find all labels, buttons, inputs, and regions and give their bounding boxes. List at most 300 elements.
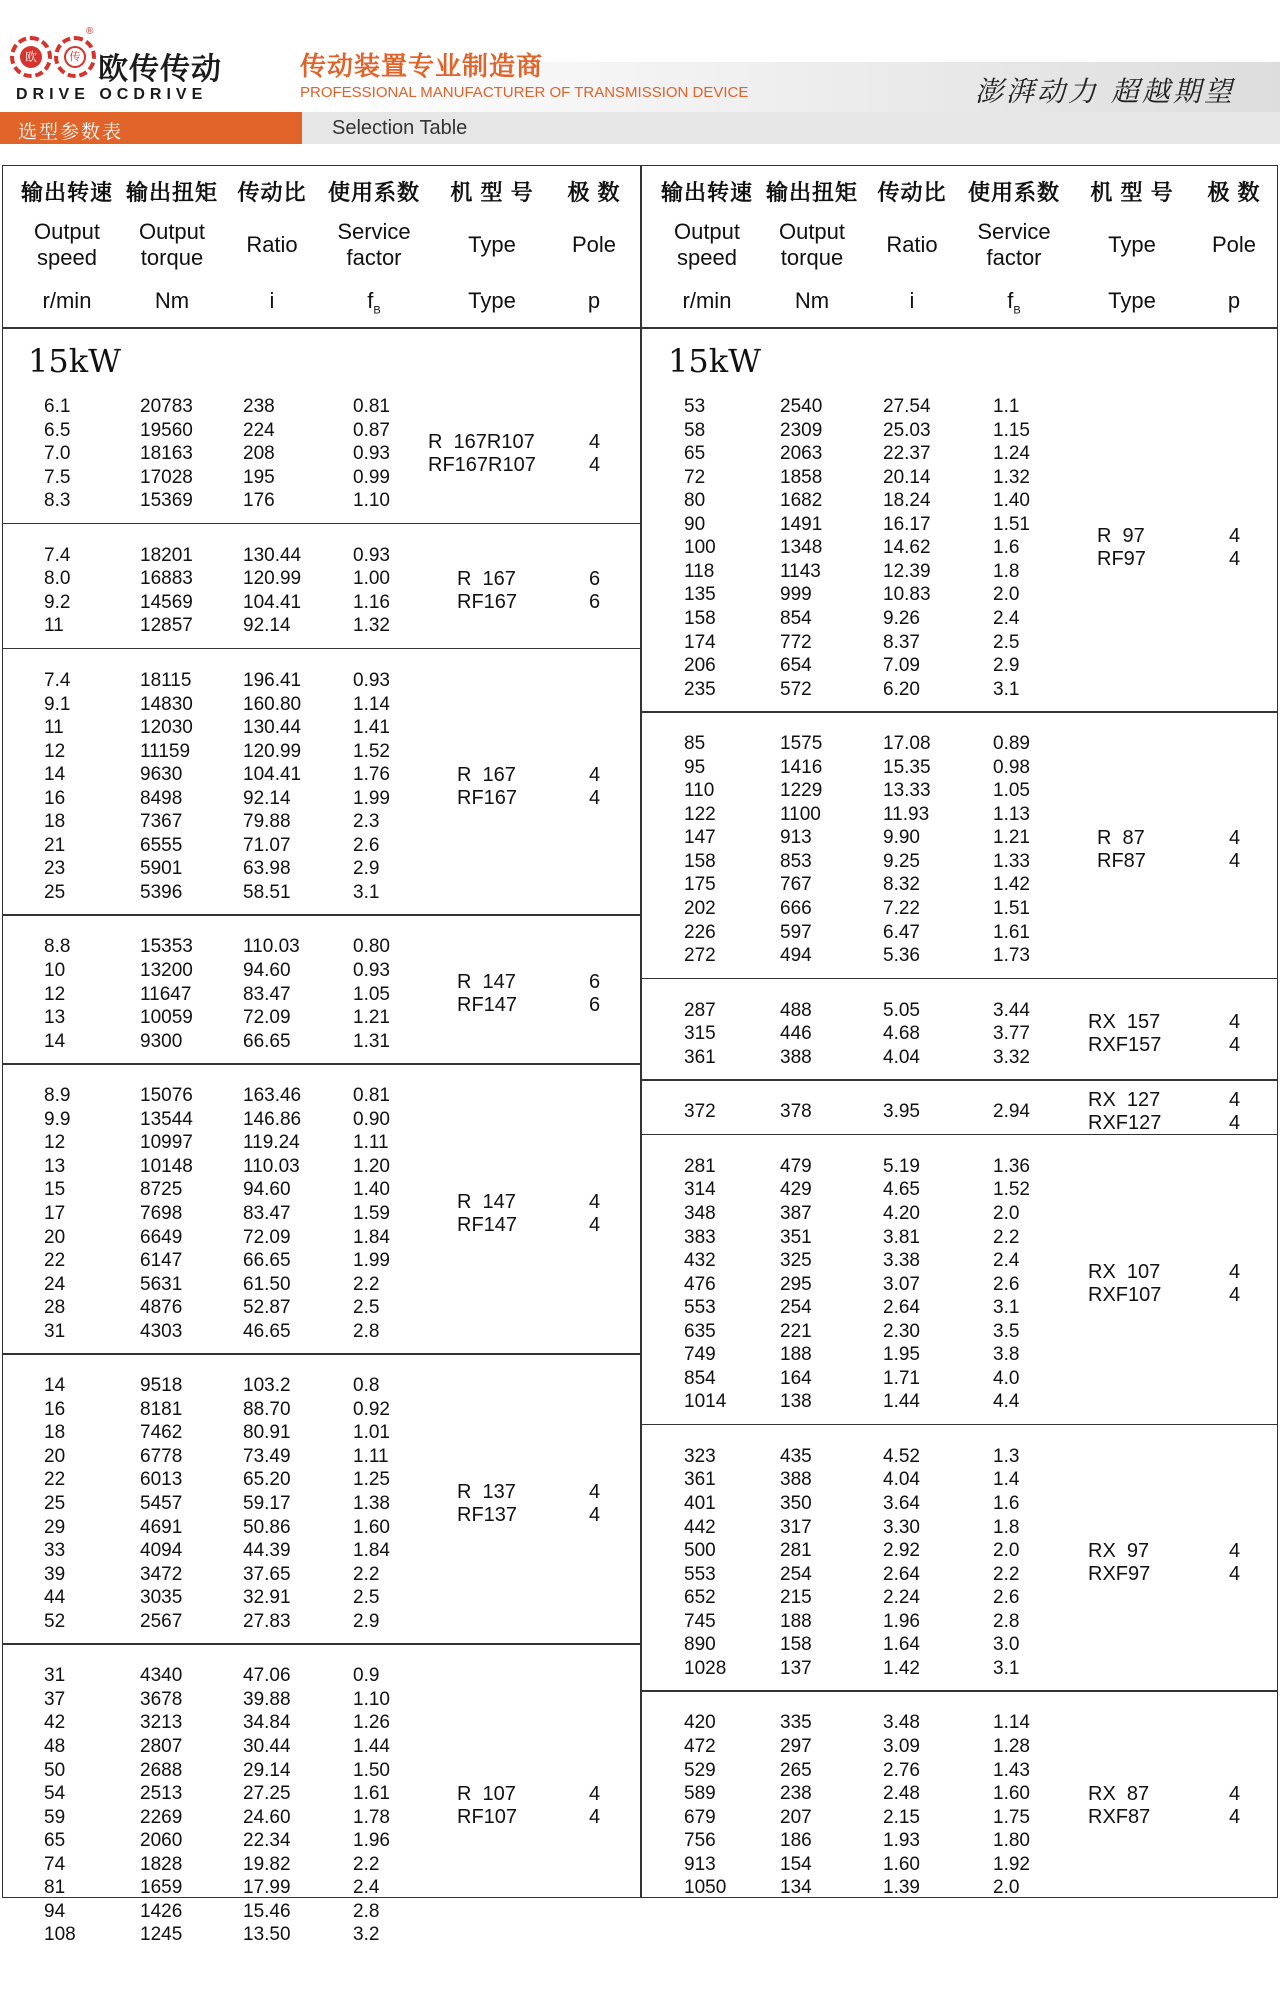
- cell-service-factor: 3.1: [993, 1657, 1020, 1679]
- cell-pole: 4 4: [1229, 525, 1241, 571]
- column-header-cn: 极 数: [1207, 180, 1261, 205]
- cell-ratio: 34.84: [243, 1712, 291, 1734]
- cell-torque: 13544: [140, 1108, 193, 1130]
- cell-speed: 1014: [684, 1391, 727, 1413]
- cell-ratio: 1.96: [883, 1610, 920, 1632]
- cell-torque: 10148: [140, 1155, 193, 1177]
- cell-torque: 853: [780, 850, 812, 872]
- cell-speed: 22: [44, 1469, 66, 1491]
- column-header-cn: 输出扭矩: [125, 180, 218, 205]
- cell-torque: 999: [780, 584, 812, 606]
- column-unit: Type: [468, 288, 516, 313]
- cell-speed: 59: [44, 1806, 66, 1828]
- cell-speed: 95: [684, 756, 706, 778]
- cell-torque: 1659: [140, 1877, 183, 1899]
- column-header-cn: 使用系数: [327, 180, 420, 205]
- cell-speed: 202: [684, 898, 716, 919]
- cell-torque: 1143: [780, 560, 821, 582]
- cell-torque: 15076: [140, 1085, 193, 1107]
- column-header-cn: 输出转速: [660, 180, 753, 205]
- cell-ratio: 1.95: [883, 1344, 920, 1366]
- cell-service-factor: 0.99: [353, 466, 390, 488]
- cell-torque: 9518: [140, 1375, 183, 1397]
- cell-service-factor: 2.8: [993, 1610, 1020, 1632]
- column-header-en: Output torque: [778, 219, 846, 270]
- column-header-en: Type: [1108, 232, 1156, 257]
- cell-torque: 15353: [140, 936, 193, 958]
- cell-service-factor: 1.36: [993, 1155, 1030, 1177]
- cell-torque: 1426: [140, 1900, 183, 1922]
- cell-service-factor: 0.81: [353, 396, 390, 417]
- cell-speed: 31: [44, 1665, 66, 1687]
- column-unit: $f_B$: [1007, 288, 1021, 317]
- cell-speed: 8.9: [44, 1085, 71, 1107]
- cell-type: RX 127 RXF127: [1088, 1089, 1162, 1135]
- cell-service-factor: 1.73: [993, 945, 1030, 967]
- cell-ratio: 146.86: [243, 1108, 302, 1130]
- column-header-en: Output torque: [138, 219, 206, 270]
- cell-torque: 446: [780, 1023, 812, 1045]
- cell-speed: 25: [44, 1493, 66, 1514]
- cell-torque: 1491: [780, 513, 823, 535]
- cell-service-factor: 1.44: [353, 1735, 390, 1757]
- column-unit: i: [269, 288, 275, 313]
- cell-speed: 48: [44, 1735, 66, 1757]
- cell-torque: 479: [780, 1155, 812, 1177]
- section-bar-cn: [0, 112, 302, 144]
- cell-ratio: 4.52: [883, 1445, 920, 1467]
- cell-torque: 2513: [140, 1783, 183, 1805]
- cell-torque: 597: [780, 921, 812, 943]
- cell-speed: 12: [44, 740, 66, 762]
- gear-icon: [54, 36, 96, 78]
- cell-service-factor: 2.0: [993, 1202, 1020, 1224]
- column-header-cn: 机 型 号: [1090, 180, 1174, 205]
- cell-ratio: 4.04: [883, 1469, 920, 1491]
- cell-ratio: 2.24: [883, 1587, 920, 1609]
- cell-service-factor: 1.10: [353, 1688, 390, 1710]
- column-header-en: Service factor: [337, 219, 411, 270]
- cell-torque: 6147: [140, 1250, 183, 1272]
- cell-service-factor: 1.43: [993, 1759, 1030, 1781]
- cell-ratio: 2.64: [883, 1563, 920, 1585]
- cell-service-factor: 1.28: [993, 1735, 1030, 1757]
- cell-speed: 16: [44, 1398, 66, 1420]
- cell-ratio: 238: [243, 396, 275, 417]
- cell-service-factor: 1.21: [993, 827, 1030, 849]
- cell-torque: 2063: [780, 443, 823, 465]
- cell-ratio: 2.64: [883, 1297, 920, 1319]
- cell-service-factor: 3.1: [993, 1297, 1020, 1319]
- cell-speed: 652: [684, 1587, 716, 1609]
- column-unit: $f_B$: [367, 288, 381, 317]
- cell-service-factor: 1.60: [993, 1783, 1030, 1805]
- cell-speed: 80: [684, 490, 706, 512]
- group-separator: [641, 1134, 1278, 1136]
- cell-speed: 100: [684, 537, 716, 559]
- cell-torque: 4303: [140, 1320, 183, 1342]
- cell-torque: 1229: [780, 780, 823, 802]
- cell-ratio: 7.09: [883, 655, 920, 677]
- unit-subscript: B: [373, 304, 381, 317]
- cell-service-factor: 1.52: [993, 1179, 1030, 1201]
- group-separator: [641, 711, 1278, 713]
- cell-service-factor: 3.77: [993, 1023, 1030, 1045]
- cell-ratio: 2.76: [883, 1759, 920, 1781]
- cell-speed: 158: [684, 607, 716, 629]
- cell-speed: 7.4: [44, 544, 71, 566]
- column-unit: p: [587, 288, 601, 313]
- cell-ratio: 27.83: [243, 1610, 291, 1632]
- cell-torque: 1348: [780, 537, 823, 559]
- cell-torque: 188: [780, 1344, 812, 1366]
- cell-service-factor: 2.6: [993, 1273, 1020, 1295]
- cell-ratio: 16.17: [883, 513, 931, 535]
- cell-service-factor: 1.3: [993, 1445, 1020, 1467]
- cell-ratio: 3.48: [883, 1712, 920, 1734]
- cell-service-factor: 2.94: [993, 1101, 1030, 1123]
- cell-service-factor: 1.21: [353, 1007, 390, 1029]
- cell-ratio: 104.41: [243, 591, 302, 613]
- cell-service-factor: 1.15: [993, 419, 1030, 441]
- column-header-en: Ratio: [886, 232, 938, 257]
- column-unit: r/min: [42, 288, 92, 313]
- cell-torque: 14569: [140, 591, 193, 613]
- cell-speed: 348: [684, 1202, 716, 1224]
- cell-torque: 221: [780, 1320, 812, 1342]
- cell-ratio: 2.48: [883, 1783, 920, 1805]
- cell-ratio: 4.65: [883, 1179, 920, 1201]
- cell-ratio: 130.44: [243, 544, 302, 566]
- cell-torque: 13200: [140, 960, 193, 981]
- cell-ratio: 20.14: [883, 466, 931, 488]
- cell-service-factor: 1.78: [353, 1806, 390, 1828]
- cell-torque: 325: [780, 1250, 812, 1272]
- cell-speed: 174: [684, 631, 716, 653]
- cell-service-factor: 0.87: [353, 419, 390, 441]
- cell-ratio: 25.03: [883, 419, 931, 441]
- column-divider: [640, 165, 642, 1898]
- cell-service-factor: 3.32: [993, 1046, 1030, 1068]
- cell-speed: 65: [684, 443, 706, 465]
- cell-torque: 317: [780, 1516, 812, 1538]
- cell-torque: 12030: [140, 717, 193, 739]
- cell-type: R 167 RF167: [457, 763, 518, 809]
- cell-torque: 164: [780, 1367, 812, 1389]
- group-separator: [2, 1063, 640, 1065]
- cell-torque: 1416: [780, 756, 823, 778]
- cell-ratio: 7.22: [883, 898, 920, 919]
- cell-type: R 137 RF137: [457, 1480, 518, 1526]
- cell-ratio: 163.46: [243, 1085, 302, 1107]
- cell-speed: 14: [44, 1030, 66, 1052]
- cell-service-factor: 1.51: [993, 898, 1030, 919]
- cell-torque: 2807: [140, 1735, 183, 1757]
- column-unit: r/min: [682, 288, 732, 313]
- cell-speed: 8.0: [44, 568, 71, 590]
- cell-service-factor: 0.9: [353, 1665, 380, 1687]
- cell-torque: 207: [780, 1806, 812, 1828]
- cell-ratio: 79.88: [243, 811, 291, 833]
- cell-torque: 6778: [140, 1445, 183, 1467]
- cell-service-factor: 4.0: [993, 1367, 1020, 1389]
- cell-service-factor: 0.93: [353, 960, 390, 981]
- cell-service-factor: 1.60: [353, 1516, 390, 1538]
- cell-service-factor: 2.6: [353, 834, 380, 856]
- cell-speed: 6.5: [44, 419, 71, 441]
- cell-ratio: 1.60: [883, 1853, 920, 1875]
- cell-service-factor: 1.6: [993, 1493, 1020, 1514]
- column-header-cn: 传动比: [877, 180, 947, 205]
- cell-service-factor: 1.11: [353, 1445, 389, 1467]
- cell-ratio: 120.99: [243, 568, 302, 590]
- cell-torque: 18115: [140, 669, 192, 691]
- cell-ratio: 120.99: [243, 740, 302, 762]
- cell-service-factor: 0.89: [993, 733, 1030, 755]
- cell-ratio: 17.99: [243, 1877, 291, 1899]
- cell-service-factor: 1.26: [353, 1712, 390, 1734]
- cell-speed: 281: [684, 1155, 716, 1177]
- cell-ratio: 195: [243, 466, 275, 488]
- cell-speed: 529: [684, 1759, 716, 1781]
- cell-torque: 913: [780, 827, 812, 849]
- unit-subscript: B: [1013, 304, 1021, 317]
- group-separator: [641, 1079, 1278, 1081]
- cell-torque: 18163: [140, 443, 193, 465]
- logo-badge-1: 欧: [20, 46, 42, 68]
- cell-speed: 553: [684, 1563, 716, 1585]
- cell-torque: 1100: [780, 803, 821, 825]
- cell-torque: 2269: [140, 1806, 183, 1828]
- cell-speed: 314: [684, 1179, 716, 1201]
- cell-ratio: 66.65: [243, 1250, 291, 1272]
- cell-speed: 7.5: [44, 466, 71, 488]
- cell-type: RX 107 RXF107: [1088, 1261, 1162, 1307]
- cell-speed: 1028: [684, 1657, 727, 1679]
- cell-service-factor: 1.51: [993, 513, 1030, 535]
- cell-ratio: 15.35: [883, 756, 931, 778]
- cell-ratio: 63.98: [243, 858, 291, 880]
- cell-service-factor: 1.61: [353, 1783, 390, 1805]
- cell-service-factor: 1.20: [353, 1155, 390, 1177]
- cell-ratio: 61.50: [243, 1273, 291, 1295]
- cell-speed: 39: [44, 1563, 66, 1585]
- cell-torque: 767: [780, 874, 812, 896]
- cell-service-factor: 1.42: [993, 874, 1030, 896]
- cell-service-factor: 3.1: [993, 678, 1020, 700]
- cell-torque: 3035: [140, 1587, 183, 1609]
- cell-speed: 361: [684, 1046, 716, 1068]
- cell-torque: 1828: [140, 1853, 183, 1875]
- cell-ratio: 13.33: [883, 780, 931, 802]
- cell-speed: 854: [684, 1367, 716, 1389]
- cell-torque: 138: [780, 1391, 812, 1413]
- cell-service-factor: 1.01: [353, 1422, 390, 1444]
- cell-torque: 654: [780, 655, 812, 677]
- cell-ratio: 58.51: [243, 881, 291, 903]
- cell-speed: 15: [44, 1179, 66, 1201]
- cell-service-factor: 1.40: [353, 1179, 390, 1201]
- cell-torque: 335: [780, 1712, 812, 1734]
- cell-service-factor: 2.4: [993, 607, 1020, 629]
- cell-service-factor: 1.14: [353, 693, 390, 715]
- cell-ratio: 10.83: [883, 584, 931, 606]
- cell-type: R 147 RF147: [457, 1190, 518, 1236]
- cell-torque: 9300: [140, 1030, 183, 1052]
- cell-torque: 18201: [140, 544, 193, 566]
- cell-service-factor: 0.93: [353, 544, 390, 566]
- cell-ratio: 14.62: [883, 537, 931, 559]
- cell-ratio: 9.26: [883, 607, 920, 629]
- cell-type: RX 157 RXF157: [1088, 1010, 1162, 1056]
- cell-speed: 12: [44, 1132, 66, 1154]
- cell-ratio: 224: [243, 419, 275, 441]
- cell-speed: 17: [44, 1202, 66, 1224]
- cell-pole: 6 6: [589, 971, 601, 1017]
- cell-ratio: 94.60: [243, 1179, 291, 1201]
- cell-speed: 20: [44, 1445, 66, 1467]
- cell-speed: 476: [684, 1273, 716, 1295]
- cell-torque: 158: [780, 1634, 812, 1656]
- column-unit: p: [1227, 288, 1241, 313]
- cell-ratio: 12.39: [883, 560, 931, 582]
- cell-type: RX 87 RXF87: [1088, 1782, 1151, 1828]
- cell-speed: 8.3: [44, 490, 71, 512]
- cell-torque: 388: [780, 1046, 812, 1068]
- cell-speed: 432: [684, 1250, 716, 1272]
- cell-ratio: 39.88: [243, 1688, 291, 1710]
- cell-ratio: 176: [243, 490, 275, 512]
- cell-service-factor: 1.76: [353, 764, 390, 786]
- cell-service-factor: 2.9: [353, 858, 380, 880]
- group-separator: [2, 648, 640, 650]
- cell-speed: 420: [684, 1712, 716, 1734]
- column-header-en: Output speed: [33, 219, 101, 270]
- cell-service-factor: 1.92: [993, 1853, 1030, 1875]
- cell-ratio: 3.30: [883, 1516, 920, 1538]
- cell-speed: 442: [684, 1516, 716, 1538]
- cell-torque: 1575: [780, 733, 823, 755]
- cell-torque: 8181: [140, 1398, 183, 1420]
- group-separator: [2, 1353, 640, 1355]
- cell-ratio: 196.41: [243, 669, 302, 691]
- cell-speed: 756: [684, 1830, 716, 1852]
- cell-torque: 15369: [140, 490, 193, 512]
- group-separator: [2, 914, 640, 916]
- cell-service-factor: 1.40: [993, 490, 1030, 512]
- cell-ratio: 9.25: [883, 850, 920, 872]
- cell-ratio: 3.38: [883, 1250, 920, 1272]
- cell-service-factor: 1.10: [353, 490, 390, 512]
- column-header-cn: 使用系数: [967, 180, 1060, 205]
- cell-torque: 1245: [140, 1924, 183, 1946]
- cell-speed: 553: [684, 1297, 716, 1319]
- cell-torque: 378: [780, 1101, 812, 1123]
- cell-ratio: 11.93: [883, 803, 930, 825]
- cell-torque: 429: [780, 1179, 812, 1201]
- cell-service-factor: 1.13: [993, 803, 1030, 825]
- cell-speed: 33: [44, 1540, 66, 1562]
- cell-torque: 295: [780, 1273, 812, 1295]
- cell-speed: 29: [44, 1516, 66, 1538]
- group-separator: [2, 523, 640, 525]
- cell-service-factor: 2.2: [993, 1226, 1020, 1248]
- cell-ratio: 44.39: [243, 1540, 291, 1562]
- column-unit: i: [909, 288, 915, 313]
- column-unit: Nm: [154, 288, 190, 313]
- cell-ratio: 19.82: [243, 1853, 291, 1875]
- column-header-en: Type: [468, 232, 516, 257]
- cell-speed: 118: [684, 560, 715, 582]
- cell-speed: 500: [684, 1540, 716, 1562]
- cell-service-factor: 2.0: [993, 584, 1020, 606]
- cell-torque: 4340: [140, 1665, 183, 1687]
- cell-service-factor: 1.33: [993, 850, 1030, 872]
- cell-type: R 167R107 RF167R107: [428, 430, 536, 476]
- group-separator: [2, 1643, 640, 1645]
- cell-speed: 235: [684, 678, 716, 700]
- cell-torque: 772: [780, 631, 812, 653]
- cell-speed: 25: [44, 881, 66, 903]
- column-header-en: Service factor: [977, 219, 1051, 270]
- cell-pole: 4 4: [1229, 1261, 1241, 1307]
- cell-service-factor: 2.2: [993, 1563, 1020, 1585]
- cell-speed: 18: [44, 811, 66, 833]
- cell-speed: 28: [44, 1297, 66, 1319]
- cell-speed: 11: [44, 615, 64, 637]
- cell-torque: 4094: [140, 1540, 183, 1562]
- cell-ratio: 3.95: [883, 1101, 920, 1123]
- cell-torque: 494: [780, 945, 812, 967]
- cell-service-factor: 1.59: [353, 1202, 390, 1224]
- cell-speed: 206: [684, 655, 716, 677]
- cell-speed: 913: [684, 1853, 716, 1875]
- cell-speed: 37: [44, 1688, 66, 1710]
- cell-speed: 12: [44, 983, 66, 1005]
- cell-ratio: 4.20: [883, 1202, 920, 1224]
- cell-speed: 13: [44, 1007, 66, 1029]
- cell-service-factor: 0.93: [353, 443, 390, 465]
- cell-torque: 215: [780, 1587, 812, 1609]
- cell-speed: 9.2: [44, 591, 71, 613]
- group-separator: [641, 1690, 1278, 1692]
- column-header-cn: 机 型 号: [450, 180, 534, 205]
- cell-pole: 4 4: [589, 1782, 601, 1828]
- cell-speed: 401: [684, 1493, 716, 1514]
- cell-torque: 7367: [140, 811, 183, 833]
- cell-service-factor: 0.8: [353, 1375, 380, 1397]
- cell-speed: 110: [684, 780, 715, 802]
- cell-ratio: 6.47: [883, 921, 920, 943]
- page-header: [0, 0, 1280, 145]
- cell-torque: 3678: [140, 1688, 183, 1710]
- cell-service-factor: 0.80: [353, 936, 390, 958]
- cell-torque: 854: [780, 607, 812, 629]
- cell-ratio: 2.92: [883, 1540, 920, 1562]
- cell-speed: 31: [44, 1320, 66, 1342]
- cell-speed: 42: [44, 1712, 66, 1734]
- cell-ratio: 4.68: [883, 1023, 920, 1045]
- cell-pole: 4 4: [589, 430, 601, 476]
- cell-ratio: 72.09: [243, 1226, 291, 1248]
- cell-torque: 6555: [140, 834, 183, 856]
- cell-torque: 8725: [140, 1179, 183, 1201]
- cell-service-factor: 1.99: [353, 787, 390, 809]
- cell-torque: 5901: [140, 858, 183, 880]
- cell-speed: 65: [44, 1830, 66, 1852]
- cell-service-factor: 2.6: [993, 1587, 1020, 1609]
- cell-service-factor: 3.0: [993, 1634, 1020, 1656]
